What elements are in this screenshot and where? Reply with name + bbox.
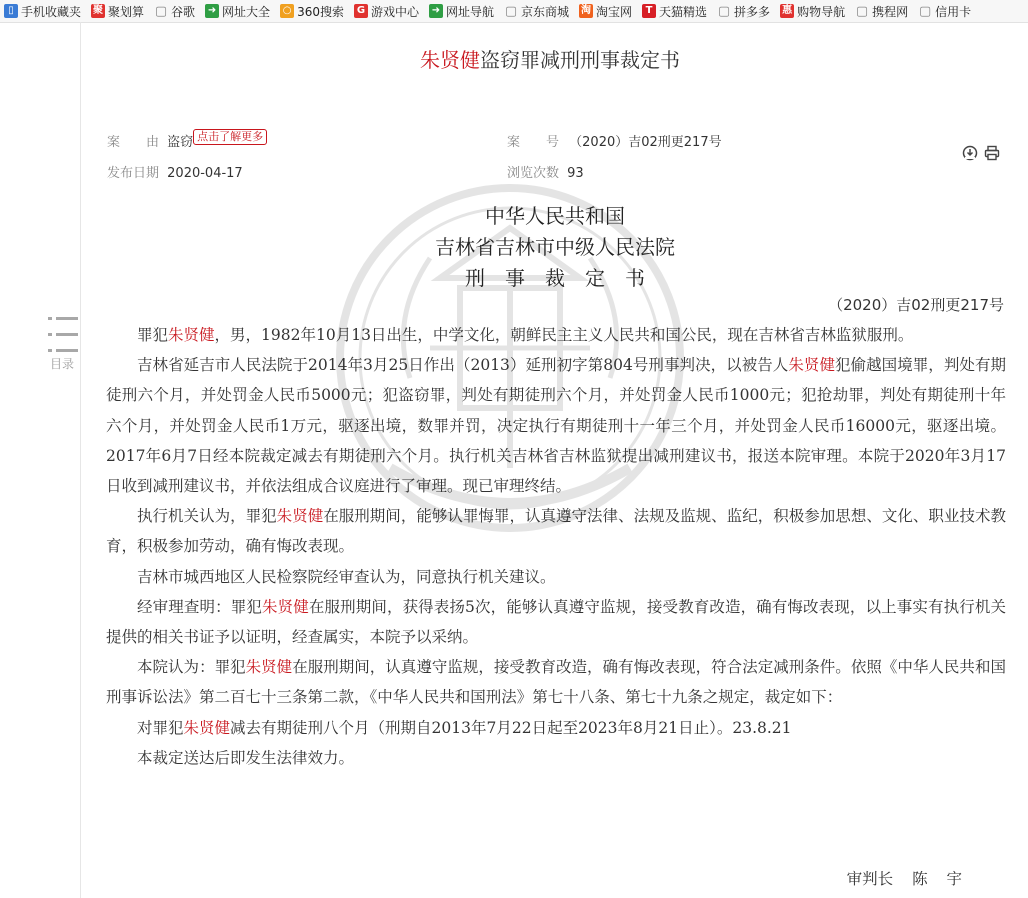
bookmark-label: 网址大全 (222, 4, 271, 19)
phone-icon: ▯ (4, 4, 18, 18)
juhuasuan-icon: 聚 (93, 5, 104, 16)
left-divider (80, 22, 81, 898)
bookmark-item[interactable] (851, 0, 914, 22)
bookmark-label: 淘宝网 (596, 4, 633, 19)
bookmark-item[interactable] (713, 0, 776, 22)
paragraph: 执行机关认为，罪犯朱贤健在服刑期间，能够认罪悔罪，认真遵守法律、法规及监规、监纪，积极参加思想、文化、职业技术教育，积极参加劳动，确有悔改表现。 (106, 507, 1006, 556)
publish-date-field (107, 162, 243, 181)
court-heading: 吉林省吉林市中级人民法院 (435, 235, 675, 259)
navigation-icon: ➜ (429, 4, 443, 18)
country-heading: 中华人民共和国 (485, 204, 625, 228)
page-icon: ▢ (855, 3, 869, 19)
paragraph: 本裁定送达后即发生法律效力。 (137, 748, 355, 767)
bookmark-label: 拼多多 (734, 4, 771, 19)
defendant-name: 朱贤健 (788, 356, 836, 375)
navigation-icon: ➜ (205, 4, 219, 18)
cause-value: 盗窃 (167, 135, 194, 150)
cause-field (107, 131, 267, 151)
bookmark-item[interactable] (575, 0, 638, 22)
defendant-name: 朱贤健 (168, 326, 215, 344)
learn-more-link[interactable]: 点击了解更多 (193, 129, 267, 145)
toc-label: 目录 (49, 357, 74, 371)
bookmark-item[interactable] (914, 0, 977, 22)
shopping-icon: 惠 (782, 5, 793, 16)
game-icon: G (354, 4, 368, 18)
case-label: 案 号 (507, 135, 560, 150)
judge-signature: 审判长 陈 宇 (846, 870, 962, 888)
title-text: 盗窃罪减刑刑事裁定书 (480, 48, 680, 72)
paragraph: 对罪犯朱贤健减去有期徒刑八个月（刑期自2013年7月22日起至2023年8月21日止）。23.8.21 (137, 718, 792, 737)
bookmark-label: 聚划算 (108, 4, 145, 19)
defendant-name: 朱贤健 (420, 48, 480, 72)
bookmark-item[interactable] (87, 0, 150, 22)
bookmark-label: 信用卡 (935, 4, 972, 19)
bookmark-label: 手机收藏夹 (21, 4, 82, 19)
case-number-field (507, 131, 722, 150)
print-icon[interactable] (984, 145, 1000, 161)
download-icon[interactable] (962, 145, 978, 161)
bookmark-item[interactable] (500, 0, 575, 22)
bookmark-item[interactable] (425, 0, 500, 22)
bookmark-label: 京东商城 (521, 4, 570, 19)
document-title (0, 44, 1028, 73)
bookmark-item[interactable] (350, 0, 425, 22)
page-icon: ▢ (717, 3, 731, 19)
case-number: （2020）吉02刑更217号 (828, 296, 1004, 314)
bookmark-label: 网址导航 (445, 4, 494, 19)
bookmark-label: 天猫精选 (659, 4, 708, 19)
date-label: 发布日期 (107, 166, 160, 181)
toolbar (962, 145, 1000, 161)
bookmarks-bar (0, 0, 1028, 23)
bookmark-item[interactable] (0, 0, 87, 22)
bookmark-item[interactable] (150, 0, 201, 22)
document-body (106, 320, 1006, 773)
paragraph: 经审理查明：罪犯朱贤健在服刑期间，获得表扬5次，能够认真遵守监规，接受教育改造，确有悔改表现，以上事实有执行机关提供的相关书证予以证明，经查属实，本院予以采纳。 (106, 597, 1006, 647)
taobao-icon: 淘 (581, 5, 592, 16)
views-label: 浏览次数 (507, 166, 560, 181)
search-360-icon: ○ (280, 4, 294, 18)
list-icon (48, 309, 76, 352)
bookmark-label: 游戏中心 (370, 4, 419, 19)
views-value: 93 (567, 166, 584, 181)
bookmark-label: 360搜索 (297, 4, 344, 19)
document-type-heading: 刑 事 裁 定 书 (465, 266, 645, 290)
case-value: （2020）吉02刑更217号 (569, 135, 722, 150)
bookmark-item[interactable] (776, 0, 851, 22)
tmall-icon: T (642, 4, 656, 18)
bookmark-label: 谷歌 (171, 4, 196, 19)
date-value: 2020-04-17 (167, 166, 243, 181)
cause-label: 案 由 (107, 135, 160, 150)
toc-button[interactable] (44, 309, 80, 372)
bookmark-item[interactable] (638, 0, 713, 22)
bookmark-label: 购物导航 (797, 4, 846, 19)
bookmark-label: 携程网 (872, 4, 909, 19)
defendant-name: 朱贤健 (183, 718, 231, 737)
paragraph: 罪犯朱贤健，男，1982年10月13日出生，中学文化，朝鲜民主主义人民共和国公民，现在吉林省吉林监狱服刑。 (137, 326, 914, 344)
defendant-name: 朱贤健 (276, 507, 324, 526)
defendant-name: 朱贤健 (245, 658, 293, 677)
paragraph: 吉林市城西地区人民检察院经审查认为，同意执行机关建议。 (137, 567, 556, 586)
bookmark-item[interactable] (201, 0, 276, 22)
paragraph: 本院认为：罪犯朱贤健在服刑期间，认真遵守监规，接受教育改造，确有悔改表现，符合法定减刑条件。依照《中华人民共和国刑事诉讼法》第二百七十三条第二款，《中华人民共和国刑法》第七十八条、第七十九条之规定，裁定如下： (106, 658, 1006, 707)
paragraph: 吉林省延吉市人民法院于2014年3月25日作出（2013）延刑初字第804号刑事判决，以被告人朱贤健犯偷越国境罪，判处有期徒刑六个月，并处罚金人民币5000元；犯盗窃罪，判处有期徒刑六个月，并处罚金人民币1000元；犯抢劫罪，判处有期徒刑十年六个月，并处罚金人民币1万元，驱逐出境，数罪并罚，决定执行有期徒刑十一年三个月，并处罚金人民币16000元，驱逐出境。2017年6月7日经本院裁定减去有期徒刑六个月。执行机关吉林省吉林监狱提出减刑建议书，报送本院审理。本院于2020年3月17日收到减刑建议书，并依法组成合议庭进行了审理。现已审理终结。 (106, 356, 1006, 496)
bookmark-item[interactable] (276, 0, 350, 22)
page-icon: ▢ (504, 3, 518, 19)
defendant-name: 朱贤健 (261, 597, 309, 616)
page-icon: ▢ (154, 3, 168, 19)
page-icon: ▢ (918, 3, 932, 19)
